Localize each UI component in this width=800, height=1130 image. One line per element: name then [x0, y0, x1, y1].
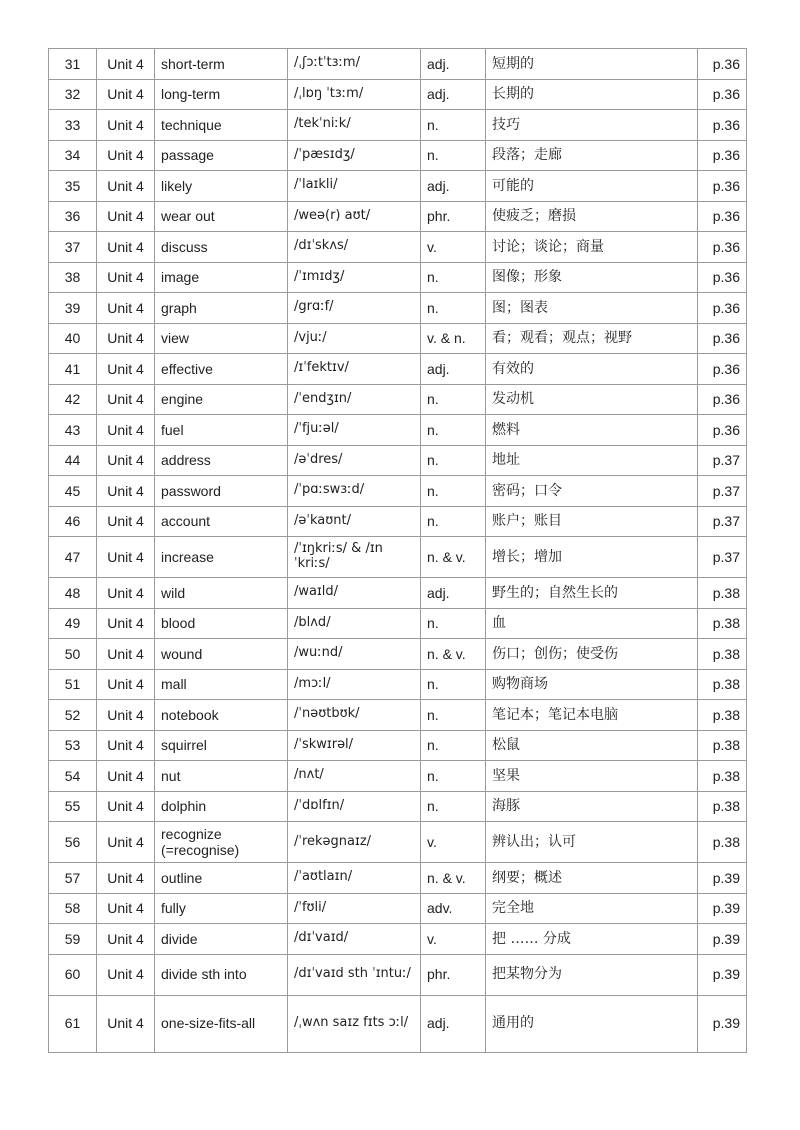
entry-chinese-meaning: 长期的 [486, 79, 698, 110]
entry-word: account [155, 506, 288, 537]
entry-word: short-term [155, 49, 288, 80]
entry-unit: Unit 4 [97, 954, 155, 995]
table-row [49, 140, 747, 171]
entry-number: 38 [49, 262, 97, 293]
entry-number: 58 [49, 893, 97, 924]
entry-word: password [155, 476, 288, 507]
entry-page: p.38 [698, 761, 747, 792]
entry-phonetic: /ˈfjuːəl/ [288, 415, 421, 446]
entry-part-of-speech: adj. [421, 995, 486, 1052]
entry-number: 36 [49, 201, 97, 232]
entry-phonetic: /wuːnd/ [288, 639, 421, 670]
entry-part-of-speech: n. [421, 110, 486, 141]
entry-phonetic: /ˈdɒlfɪn/ [288, 791, 421, 822]
entry-chinese-meaning: 坚果 [486, 761, 698, 792]
entry-phonetic: /ˈnəʊtbʊk/ [288, 700, 421, 731]
entry-word: squirrel [155, 730, 288, 761]
entry-page: p.36 [698, 49, 747, 80]
entry-part-of-speech: adj. [421, 79, 486, 110]
entry-page: p.36 [698, 354, 747, 385]
entry-page: p.39 [698, 863, 747, 894]
entry-number: 43 [49, 415, 97, 446]
entry-part-of-speech: adj. [421, 354, 486, 385]
entry-number: 39 [49, 293, 97, 324]
entry-phonetic: /ˈpɑːswɜːd/ [288, 476, 421, 507]
entry-unit: Unit 4 [97, 110, 155, 141]
entry-part-of-speech: adv. [421, 893, 486, 924]
entry-phonetic: /waɪld/ [288, 578, 421, 609]
entry-unit: Unit 4 [97, 700, 155, 731]
entry-chinese-meaning: 购物商场 [486, 669, 698, 700]
entry-word: outline [155, 863, 288, 894]
entry-page: p.36 [698, 79, 747, 110]
vocabulary-table [48, 48, 747, 1053]
entry-word: notebook [155, 700, 288, 731]
entry-page: p.38 [698, 791, 747, 822]
entry-phonetic: /ˈaʊtlaɪn/ [288, 863, 421, 894]
entry-unit: Unit 4 [97, 49, 155, 80]
entry-number: 53 [49, 730, 97, 761]
entry-phonetic: /dɪˈskʌs/ [288, 232, 421, 263]
entry-chinese-meaning: 地址 [486, 445, 698, 476]
entry-number: 34 [49, 140, 97, 171]
table-row [49, 232, 747, 263]
entry-part-of-speech: n. & v. [421, 537, 486, 578]
entry-chinese-meaning: 短期的 [486, 49, 698, 80]
entry-page: p.38 [698, 578, 747, 609]
entry-phonetic: /weə(r) aʊt/ [288, 201, 421, 232]
table-row [49, 761, 747, 792]
entry-page: p.38 [698, 730, 747, 761]
table-row [49, 608, 747, 639]
entry-number: 41 [49, 354, 97, 385]
entry-number: 51 [49, 669, 97, 700]
entry-chinese-meaning: 图像；形象 [486, 262, 698, 293]
entry-chinese-meaning: 使疲乏；磨损 [486, 201, 698, 232]
entry-phonetic: /ˈfʊli/ [288, 893, 421, 924]
entry-chinese-meaning: 账户；账目 [486, 506, 698, 537]
entry-part-of-speech: n. & v. [421, 639, 486, 670]
entry-part-of-speech: n. [421, 669, 486, 700]
entry-number: 59 [49, 924, 97, 955]
entry-number: 42 [49, 384, 97, 415]
entry-phonetic: /ˈɪmɪdʒ/ [288, 262, 421, 293]
entry-part-of-speech: n. [421, 415, 486, 446]
entry-phonetic: /mɔːl/ [288, 669, 421, 700]
entry-phonetic: /tekˈniːk/ [288, 110, 421, 141]
entry-page: p.38 [698, 639, 747, 670]
entry-word: divide [155, 924, 288, 955]
entry-number: 33 [49, 110, 97, 141]
entry-unit: Unit 4 [97, 639, 155, 670]
table-row [49, 791, 747, 822]
table-row [49, 924, 747, 955]
entry-number: 55 [49, 791, 97, 822]
entry-unit: Unit 4 [97, 171, 155, 202]
entry-word: wound [155, 639, 288, 670]
entry-word: blood [155, 608, 288, 639]
entry-unit: Unit 4 [97, 262, 155, 293]
entry-chinese-meaning: 野生的；自然生长的 [486, 578, 698, 609]
table-row [49, 730, 747, 761]
entry-word: likely [155, 171, 288, 202]
entry-number: 31 [49, 49, 97, 80]
entry-unit: Unit 4 [97, 445, 155, 476]
entry-chinese-meaning: 通用的 [486, 995, 698, 1052]
entry-chinese-meaning: 伤口；创伤；使受伤 [486, 639, 698, 670]
entry-page: p.38 [698, 822, 747, 863]
vocabulary-table-body [49, 49, 747, 1053]
entry-phonetic: /dɪˈvaɪd sth ˈɪntuː/ [288, 954, 421, 995]
entry-phonetic: /grɑːf/ [288, 293, 421, 324]
table-row [49, 537, 747, 578]
entry-unit: Unit 4 [97, 822, 155, 863]
entry-chinese-meaning: 燃料 [486, 415, 698, 446]
entry-page: p.37 [698, 506, 747, 537]
entry-word: divide sth into [155, 954, 288, 995]
entry-unit: Unit 4 [97, 863, 155, 894]
entry-phonetic: /ˈlaɪkli/ [288, 171, 421, 202]
table-row [49, 49, 747, 80]
table-row [49, 79, 747, 110]
entry-part-of-speech: n. [421, 262, 486, 293]
entry-word: technique [155, 110, 288, 141]
entry-page: p.36 [698, 110, 747, 141]
entry-page: p.36 [698, 171, 747, 202]
entry-number: 48 [49, 578, 97, 609]
entry-unit: Unit 4 [97, 924, 155, 955]
entry-word: view [155, 323, 288, 354]
entry-word: recognize (=recognise) [155, 822, 288, 863]
entry-chinese-meaning: 发动机 [486, 384, 698, 415]
table-row [49, 863, 747, 894]
entry-word: nut [155, 761, 288, 792]
table-row [49, 995, 747, 1052]
table-row [49, 354, 747, 385]
entry-page: p.36 [698, 293, 747, 324]
entry-part-of-speech: v. [421, 232, 486, 263]
entry-unit: Unit 4 [97, 537, 155, 578]
entry-phonetic: /ˌwʌn saɪz fɪts ɔːl/ [288, 995, 421, 1052]
entry-unit: Unit 4 [97, 578, 155, 609]
entry-number: 45 [49, 476, 97, 507]
entry-unit: Unit 4 [97, 79, 155, 110]
entry-page: p.39 [698, 954, 747, 995]
entry-phonetic: /əˈkaʊnt/ [288, 506, 421, 537]
entry-chinese-meaning: 讨论；谈论；商量 [486, 232, 698, 263]
entry-part-of-speech: adj. [421, 578, 486, 609]
entry-phonetic: /əˈdres/ [288, 445, 421, 476]
table-row [49, 954, 747, 995]
entry-page: p.36 [698, 323, 747, 354]
entry-phonetic: /ˈɪŋkriːs/ & /ɪnˈkriːs/ [288, 537, 421, 578]
entry-chinese-meaning: 把某物分为 [486, 954, 698, 995]
entry-page: p.37 [698, 537, 747, 578]
entry-phonetic: /nʌt/ [288, 761, 421, 792]
entry-part-of-speech: v. & n. [421, 323, 486, 354]
entry-page: p.36 [698, 262, 747, 293]
entry-page: p.36 [698, 201, 747, 232]
entry-word: discuss [155, 232, 288, 263]
entry-part-of-speech: n. [421, 140, 486, 171]
entry-chinese-meaning: 松鼠 [486, 730, 698, 761]
entry-part-of-speech: n. [421, 730, 486, 761]
entry-unit: Unit 4 [97, 384, 155, 415]
table-row [49, 262, 747, 293]
entry-number: 54 [49, 761, 97, 792]
table-row [49, 893, 747, 924]
entry-phonetic: /ɪˈfektɪv/ [288, 354, 421, 385]
entry-chinese-meaning: 辨认出；认可 [486, 822, 698, 863]
entry-part-of-speech: n. [421, 445, 486, 476]
entry-chinese-meaning: 密码；口令 [486, 476, 698, 507]
entry-chinese-meaning: 有效的 [486, 354, 698, 385]
entry-unit: Unit 4 [97, 354, 155, 385]
entry-word: wear out [155, 201, 288, 232]
entry-word: graph [155, 293, 288, 324]
entry-number: 52 [49, 700, 97, 731]
entry-word: engine [155, 384, 288, 415]
entry-unit: Unit 4 [97, 761, 155, 792]
entry-word: effective [155, 354, 288, 385]
entry-page: p.37 [698, 476, 747, 507]
table-row [49, 384, 747, 415]
entry-unit: Unit 4 [97, 323, 155, 354]
entry-phonetic: /ˈpæsɪdʒ/ [288, 140, 421, 171]
table-row [49, 476, 747, 507]
entry-part-of-speech: n. [421, 791, 486, 822]
entry-part-of-speech: n. [421, 608, 486, 639]
entry-number: 57 [49, 863, 97, 894]
table-row [49, 415, 747, 446]
entry-part-of-speech: phr. [421, 954, 486, 995]
entry-chinese-meaning: 图；图表 [486, 293, 698, 324]
entry-part-of-speech: phr. [421, 201, 486, 232]
entry-page: p.37 [698, 445, 747, 476]
entry-word: increase [155, 537, 288, 578]
entry-unit: Unit 4 [97, 791, 155, 822]
entry-number: 49 [49, 608, 97, 639]
entry-chinese-meaning: 看；观看；观点；视野 [486, 323, 698, 354]
entry-page: p.36 [698, 384, 747, 415]
entry-page: p.38 [698, 700, 747, 731]
entry-page: p.38 [698, 608, 747, 639]
entry-chinese-meaning: 增长；增加 [486, 537, 698, 578]
entry-word: fully [155, 893, 288, 924]
entry-unit: Unit 4 [97, 730, 155, 761]
entry-page: p.36 [698, 415, 747, 446]
entry-part-of-speech: v. [421, 822, 486, 863]
entry-unit: Unit 4 [97, 415, 155, 446]
table-row [49, 110, 747, 141]
entry-chinese-meaning: 纲要；概述 [486, 863, 698, 894]
entry-chinese-meaning: 可能的 [486, 171, 698, 202]
entry-unit: Unit 4 [97, 995, 155, 1052]
table-row [49, 293, 747, 324]
entry-unit: Unit 4 [97, 506, 155, 537]
table-row [49, 323, 747, 354]
entry-part-of-speech: n. [421, 293, 486, 324]
entry-phonetic: /ˈendʒɪn/ [288, 384, 421, 415]
entry-part-of-speech: n. [421, 506, 486, 537]
entry-page: p.39 [698, 924, 747, 955]
entry-chinese-meaning: 把 …… 分成 [486, 924, 698, 955]
entry-unit: Unit 4 [97, 608, 155, 639]
entry-word: wild [155, 578, 288, 609]
table-row [49, 171, 747, 202]
entry-phonetic: /ˌlɒŋ ˈtɜːm/ [288, 79, 421, 110]
entry-part-of-speech: n. [421, 384, 486, 415]
table-row [49, 639, 747, 670]
entry-part-of-speech: n. & v. [421, 863, 486, 894]
entry-unit: Unit 4 [97, 140, 155, 171]
entry-phonetic: /ˈrekəgnaɪz/ [288, 822, 421, 863]
entry-number: 50 [49, 639, 97, 670]
entry-number: 47 [49, 537, 97, 578]
entry-word: dolphin [155, 791, 288, 822]
entry-chinese-meaning: 完全地 [486, 893, 698, 924]
entry-part-of-speech: n. [421, 761, 486, 792]
entry-unit: Unit 4 [97, 232, 155, 263]
entry-word: image [155, 262, 288, 293]
entry-number: 61 [49, 995, 97, 1052]
table-row [49, 822, 747, 863]
entry-phonetic: /ˌʃɔːtˈtɜːm/ [288, 49, 421, 80]
table-row [49, 445, 747, 476]
entry-phonetic: /blʌd/ [288, 608, 421, 639]
table-row [49, 201, 747, 232]
entry-word: passage [155, 140, 288, 171]
table-row [49, 506, 747, 537]
entry-number: 37 [49, 232, 97, 263]
entry-unit: Unit 4 [97, 293, 155, 324]
entry-unit: Unit 4 [97, 893, 155, 924]
entry-part-of-speech: n. [421, 700, 486, 731]
entry-word: long-term [155, 79, 288, 110]
entry-page: p.39 [698, 893, 747, 924]
entry-number: 32 [49, 79, 97, 110]
entry-chinese-meaning: 海豚 [486, 791, 698, 822]
entry-unit: Unit 4 [97, 201, 155, 232]
entry-word: address [155, 445, 288, 476]
entry-part-of-speech: adj. [421, 171, 486, 202]
entry-page: p.38 [698, 669, 747, 700]
entry-number: 35 [49, 171, 97, 202]
entry-word: mall [155, 669, 288, 700]
entry-number: 40 [49, 323, 97, 354]
entry-page: p.36 [698, 140, 747, 171]
entry-phonetic: /vjuː/ [288, 323, 421, 354]
entry-page: p.39 [698, 995, 747, 1052]
table-row [49, 700, 747, 731]
entry-number: 56 [49, 822, 97, 863]
entry-unit: Unit 4 [97, 476, 155, 507]
table-row [49, 578, 747, 609]
entry-chinese-meaning: 笔记本；笔记本电脑 [486, 700, 698, 731]
entry-part-of-speech: v. [421, 924, 486, 955]
entry-word: fuel [155, 415, 288, 446]
entry-number: 46 [49, 506, 97, 537]
entry-word: one-size-fits-all [155, 995, 288, 1052]
entry-part-of-speech: n. [421, 476, 486, 507]
entry-part-of-speech: adj. [421, 49, 486, 80]
entry-chinese-meaning: 段落；走廊 [486, 140, 698, 171]
entry-phonetic: /ˈskwɪrəl/ [288, 730, 421, 761]
table-row [49, 669, 747, 700]
entry-phonetic: /dɪˈvaɪd/ [288, 924, 421, 955]
entry-chinese-meaning: 技巧 [486, 110, 698, 141]
entry-number: 44 [49, 445, 97, 476]
entry-number: 60 [49, 954, 97, 995]
entry-page: p.36 [698, 232, 747, 263]
entry-unit: Unit 4 [97, 669, 155, 700]
entry-chinese-meaning: 血 [486, 608, 698, 639]
